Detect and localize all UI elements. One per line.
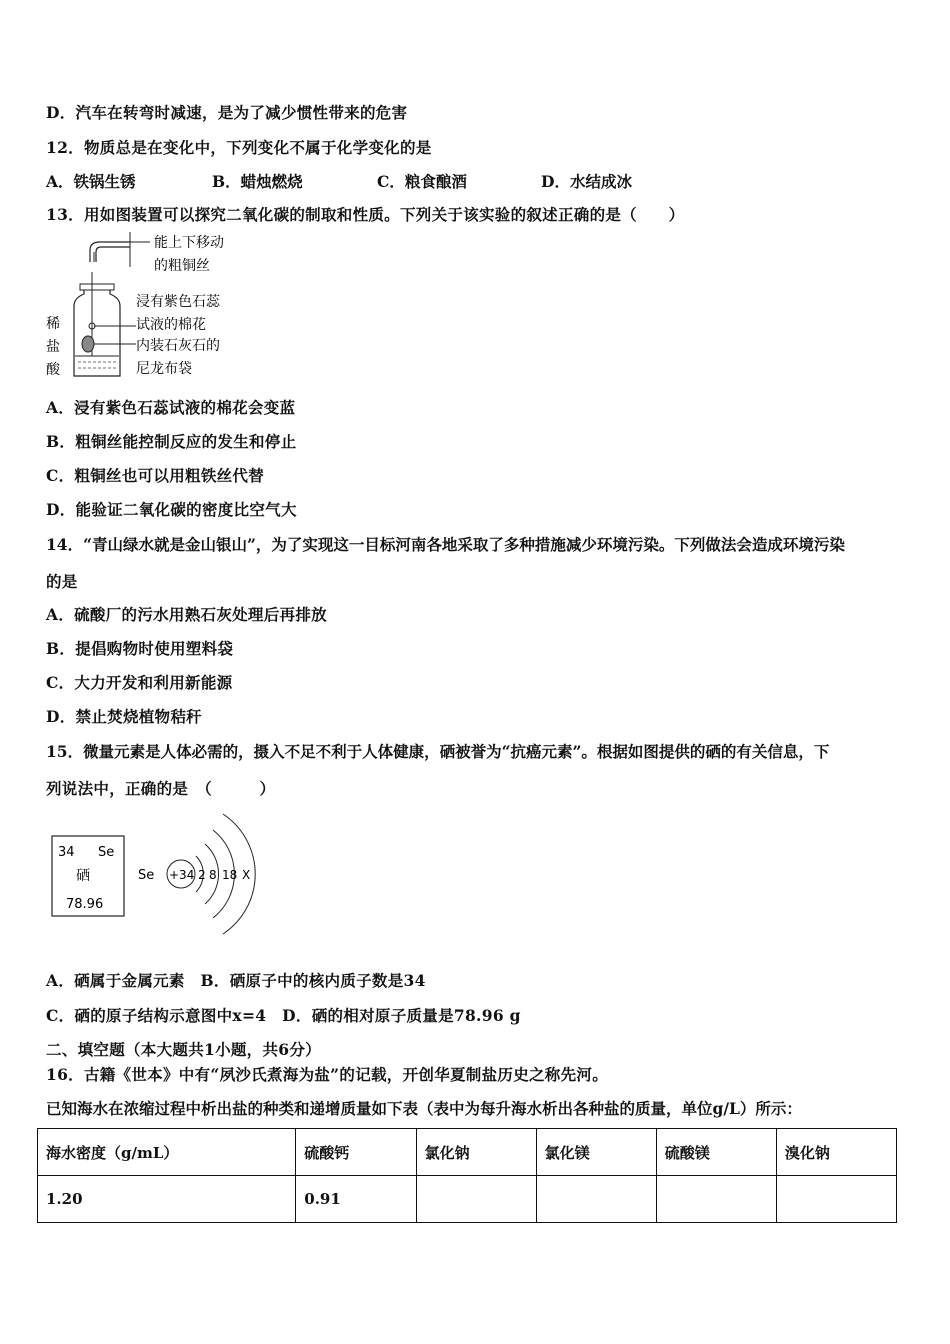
- q13-option-b: B．粗铜丝能控制反应的发生和停止: [46, 432, 297, 451]
- table-cell: [656, 1176, 776, 1223]
- shell-4: X: [242, 868, 251, 882]
- q11-option-d: D．汽车在转弯时减速，是为了减少惯性带来的危害: [46, 103, 408, 122]
- label-acid-2: 盐: [46, 339, 60, 355]
- q15-stem-line1: 15．微量元素是人体必需的，摄入不足不利于人体健康，硒被誉为“抗癌元素”。根据如图提供的硒的有关信息，下: [46, 742, 830, 761]
- q12-option-a: A．铁锅生锈: [46, 172, 136, 191]
- shell-1: 2: [198, 868, 206, 882]
- co2-apparatus-figure: [44, 232, 254, 382]
- q15-stem-line2: 列说法中，正确的是 （ ）: [46, 779, 276, 798]
- q14-stem-line1: 14．“青山绿水就是金山银山”，为了实现这一目标河南各地采取了多种措施减少环境污染。下列做法会造成环境污染: [46, 535, 845, 554]
- q12-option-d: D．水结成冰: [541, 172, 632, 191]
- label-bag-1: 内装石灰石的: [136, 338, 220, 354]
- table-header-cell: 硫酸钙: [296, 1129, 416, 1176]
- q12-option-b: B．蜡烛燃烧: [212, 172, 303, 191]
- q16-stem: 16．古籍《世本》中有“夙沙氏煮海为盐”的记载，开创华夏制盐历史之称先河。: [46, 1065, 609, 1084]
- label-cotton-1: 浸有紫色石蕊: [136, 294, 220, 310]
- label-acid-3: 酸: [46, 362, 60, 378]
- selenium-figure: [48, 808, 268, 940]
- element-name: 硒: [76, 868, 90, 884]
- atomic-number: 34: [58, 845, 75, 860]
- table-header-cell: 氯化钠: [416, 1129, 536, 1176]
- table-header-cell: 海水密度（g/mL）: [38, 1129, 296, 1176]
- label-acid-1: 稀: [46, 316, 60, 332]
- table-cell: 1.20: [38, 1176, 296, 1223]
- q13-stem: 13．用如图装置可以探究二氧化碳的制取和性质。下列关于该实验的叙述正确的是（ ）: [46, 205, 685, 224]
- section-2-title: 二、填空题（本大题共1小题，共6分）: [46, 1040, 321, 1059]
- shell-2: 8: [209, 868, 217, 882]
- table-header-cell: 硫酸镁: [656, 1129, 776, 1176]
- table-header-row: [38, 1129, 897, 1176]
- q13-option-d: D．能验证二氧化碳的密度比空气大: [46, 500, 297, 519]
- label-wire-1: 能上下移动: [154, 235, 224, 251]
- q14-stem-line2: 的是: [46, 572, 78, 591]
- q13-option-c: C．粗铜丝也可以用粗铁丝代替: [46, 466, 265, 485]
- q14-option-a: A．硫酸厂的污水用熟石灰处理后再排放: [46, 605, 327, 624]
- nucleus-charge: +34: [169, 868, 195, 882]
- q15-options-ab: A．硒属于金属元素 B．硒原子中的核内质子数是34: [46, 971, 426, 990]
- salt-table: [37, 1128, 897, 1223]
- table-cell: [536, 1176, 656, 1223]
- table-row: [38, 1176, 897, 1223]
- table-cell: [416, 1176, 536, 1223]
- q14-option-d: D．禁止焚烧植物秸秆: [46, 707, 202, 726]
- table-cell: 0.91: [296, 1176, 416, 1223]
- atomic-mass: 78.96: [66, 897, 104, 912]
- q16-intro: 已知海水在浓缩过程中析出盐的种类和递增质量如下表（表中为每升海水析出各种盐的质量，单位g/L）所示：: [46, 1099, 802, 1118]
- table-cell: [776, 1176, 896, 1223]
- q14-option-b: B．提倡购物时使用塑料袋: [46, 639, 234, 658]
- q14-option-c: C．大力开发和利用新能源: [46, 673, 233, 692]
- label-bag-2: 尼龙布袋: [136, 361, 192, 377]
- table-header-cell: 溴化钠: [776, 1129, 896, 1176]
- atom-symbol: Se: [138, 868, 155, 883]
- label-cotton-2: 试液的棉花: [136, 317, 206, 333]
- label-wire-2: 的粗铜丝: [154, 258, 210, 274]
- element-symbol: Se: [98, 845, 115, 860]
- table-header-cell: 氯化镁: [536, 1129, 656, 1176]
- q15-options-cd: C．硒的原子结构示意图中x=4 D．硒的相对原子质量是78.96 g: [46, 1006, 521, 1025]
- q12-option-c: C．粮食酿酒: [377, 172, 467, 191]
- q12-stem: 12．物质总是在变化中，下列变化不属于化学变化的是: [46, 138, 432, 157]
- shell-3: 18: [222, 868, 238, 882]
- q13-option-a: A．浸有紫色石蕊试液的棉花会变蓝: [46, 398, 296, 417]
